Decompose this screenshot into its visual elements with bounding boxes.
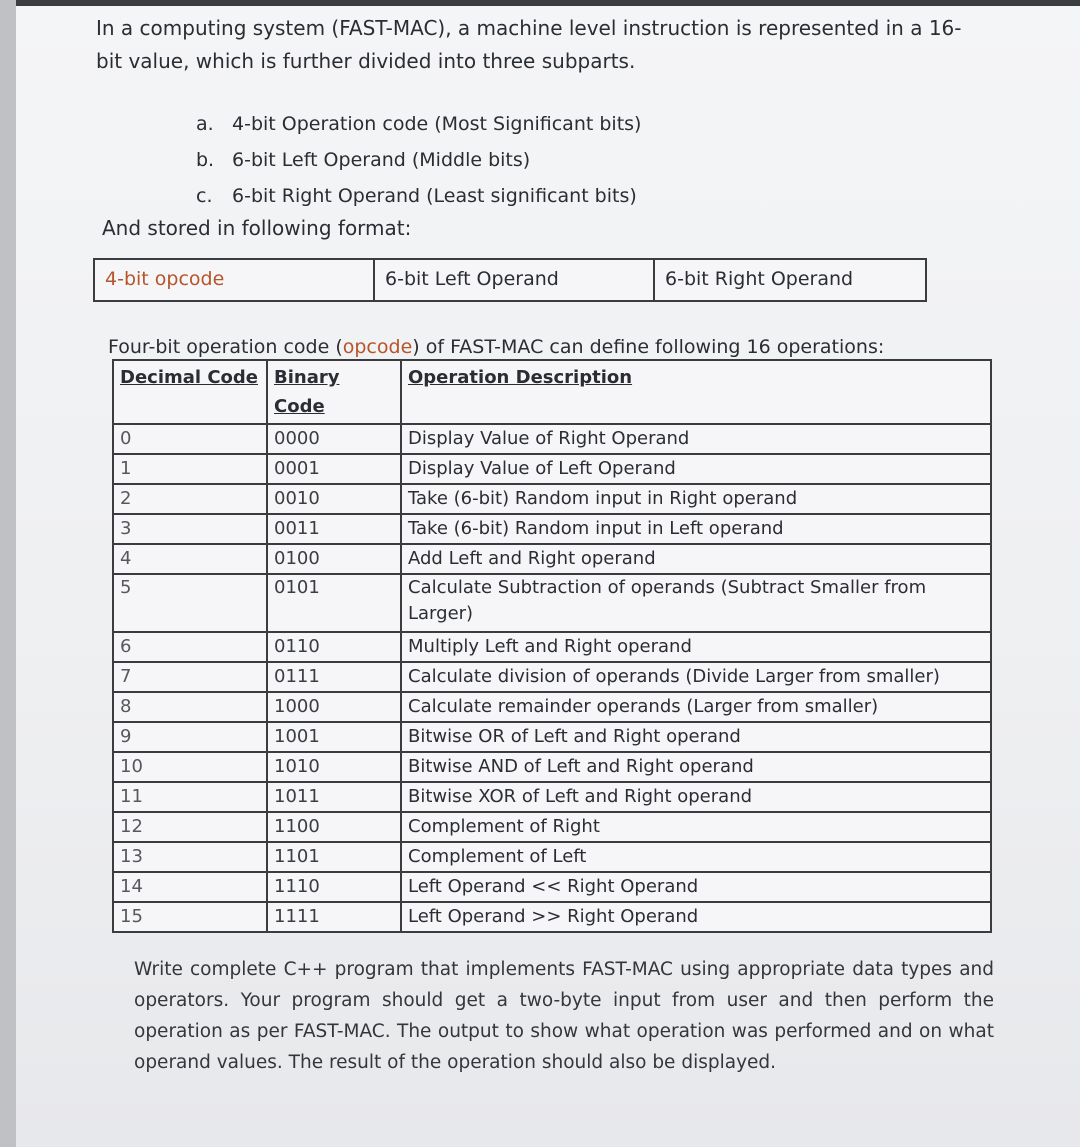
operation-description-cell: Take (6-bit) Random input in Left operand [401, 514, 991, 544]
caption-opcode-term: opcode [342, 336, 413, 358]
subpart-text: 6-bit Left Operand (Middle bits) [232, 149, 531, 171]
operation-description-cell: Multiply Left and Right operand [401, 632, 991, 662]
decimal-code-cell: 14 [113, 872, 267, 902]
operation-description-cell: Left Operand >> Right Operand [401, 902, 991, 932]
table-row [113, 692, 991, 722]
operation-description-cell: Bitwise XOR of Left and Right operand [401, 782, 991, 812]
table-row [113, 872, 991, 902]
binary-code-cell: 0111 [267, 662, 401, 692]
decimal-code-cell: 11 [113, 782, 267, 812]
caption-text: Four-bit operation code ( [108, 336, 343, 358]
binary-code-cell: 1100 [267, 812, 401, 842]
binary-code-cell: 1011 [267, 782, 401, 812]
binary-code-cell: 0101 [267, 574, 401, 632]
decimal-code-cell: 15 [113, 902, 267, 932]
decimal-code-cell: 4 [113, 544, 267, 574]
subpart-a [196, 106, 641, 142]
subpart-text: 6-bit Right Operand (Least significant bits) [232, 185, 637, 207]
decimal-code-cell: 2 [113, 484, 267, 514]
binary-code-cell: 0110 [267, 632, 401, 662]
operations-table [112, 359, 992, 933]
format-opcode-cell: 4-bit opcode [95, 260, 375, 300]
binary-code-cell: 1111 [267, 902, 401, 932]
decimal-code-cell: 10 [113, 752, 267, 782]
table-row [113, 752, 991, 782]
subparts-list [196, 106, 641, 214]
decimal-code-cell: 1 [113, 454, 267, 484]
table-row [113, 722, 991, 752]
operation-description-cell: Complement of Right [401, 812, 991, 842]
operation-description-cell: Bitwise OR of Left and Right operand [401, 722, 991, 752]
binary-code-cell: 0100 [267, 544, 401, 574]
subpart-c [196, 178, 641, 214]
table-row [113, 662, 991, 692]
decimal-code-cell: 3 [113, 514, 267, 544]
table-row [113, 484, 991, 514]
table-row [113, 574, 991, 632]
operations-table-body [113, 424, 991, 932]
header-operation-description: Operation Description [401, 360, 991, 424]
intro-paragraph: In a computing system (FAST-MAC), a machine level instruction is represented in a 16-bit value, which is further divided into three subparts. [96, 16, 962, 73]
subpart-letter: c. [196, 185, 213, 207]
table-row [113, 544, 991, 574]
format-left-operand-cell: 6-bit Left Operand [375, 260, 655, 300]
subpart-text: 4-bit Operation code (Most Significant bits) [232, 113, 642, 135]
document-page [16, 6, 1080, 1147]
operation-description-cell: Calculate division of operands (Divide Larger from smaller) [401, 662, 991, 692]
decimal-code-cell: 7 [113, 662, 267, 692]
header-decimal-code: Decimal Code [113, 360, 267, 424]
table-header-row [113, 360, 991, 424]
operation-description-cell: Add Left and Right operand [401, 544, 991, 574]
table-row [113, 902, 991, 932]
header-binary-code: Binary Code [267, 360, 401, 424]
binary-code-cell: 0010 [267, 484, 401, 514]
operation-description-cell: Take (6-bit) Random input in Right operand [401, 484, 991, 514]
subpart-letter: b. [196, 149, 215, 171]
operation-description-cell: Complement of Left [401, 842, 991, 872]
binary-code-cell: 1000 [267, 692, 401, 722]
caption-text: ) of FAST-MAC can define following 16 operations: [412, 336, 885, 358]
binary-code-cell: 1001 [267, 722, 401, 752]
operation-description-cell: Left Operand << Right Operand [401, 872, 991, 902]
binary-code-cell: 1110 [267, 872, 401, 902]
instruction-format-box [93, 258, 927, 302]
table-row [113, 842, 991, 872]
binary-code-cell: 1010 [267, 752, 401, 782]
table-row [113, 514, 991, 544]
subpart-letter: a. [196, 113, 214, 135]
left-edge [0, 0, 16, 1147]
table-row [113, 812, 991, 842]
table-row [113, 632, 991, 662]
format-right-operand-cell: 6-bit Right Operand [665, 268, 854, 290]
operation-description-cell: Display Value of Right Operand [401, 424, 991, 454]
decimal-code-cell: 6 [113, 632, 267, 662]
stored-format-label: And stored in following format: [102, 216, 412, 240]
binary-code-cell: 1101 [267, 842, 401, 872]
binary-code-cell: 0001 [267, 454, 401, 484]
operation-description-cell: Bitwise AND of Left and Right operand [401, 752, 991, 782]
table-caption [108, 336, 884, 358]
operation-description-cell: Calculate remainder operands (Larger from smaller) [401, 692, 991, 722]
binary-code-cell: 0000 [267, 424, 401, 454]
task-paragraph: Write complete C++ program that implements FAST-MAC using appropriate data types and operators. Your program should get a two-byte input from user and then perform the operation as per FAST-MAC. The output to show what operation was performed and on what operand values. The result of the operation should also be displayed. [134, 959, 994, 1073]
decimal-code-cell: 5 [113, 574, 267, 632]
subpart-b [196, 142, 641, 178]
operation-description-cell: Calculate Subtraction of operands (Subtract Smaller from Larger) [401, 574, 991, 632]
table-row [113, 424, 991, 454]
decimal-code-cell: 12 [113, 812, 267, 842]
decimal-code-cell: 8 [113, 692, 267, 722]
decimal-code-cell: 0 [113, 424, 267, 454]
operation-description-cell: Display Value of Left Operand [401, 454, 991, 484]
binary-code-cell: 0011 [267, 514, 401, 544]
table-row [113, 454, 991, 484]
decimal-code-cell: 13 [113, 842, 267, 872]
table-row [113, 782, 991, 812]
decimal-code-cell: 9 [113, 722, 267, 752]
